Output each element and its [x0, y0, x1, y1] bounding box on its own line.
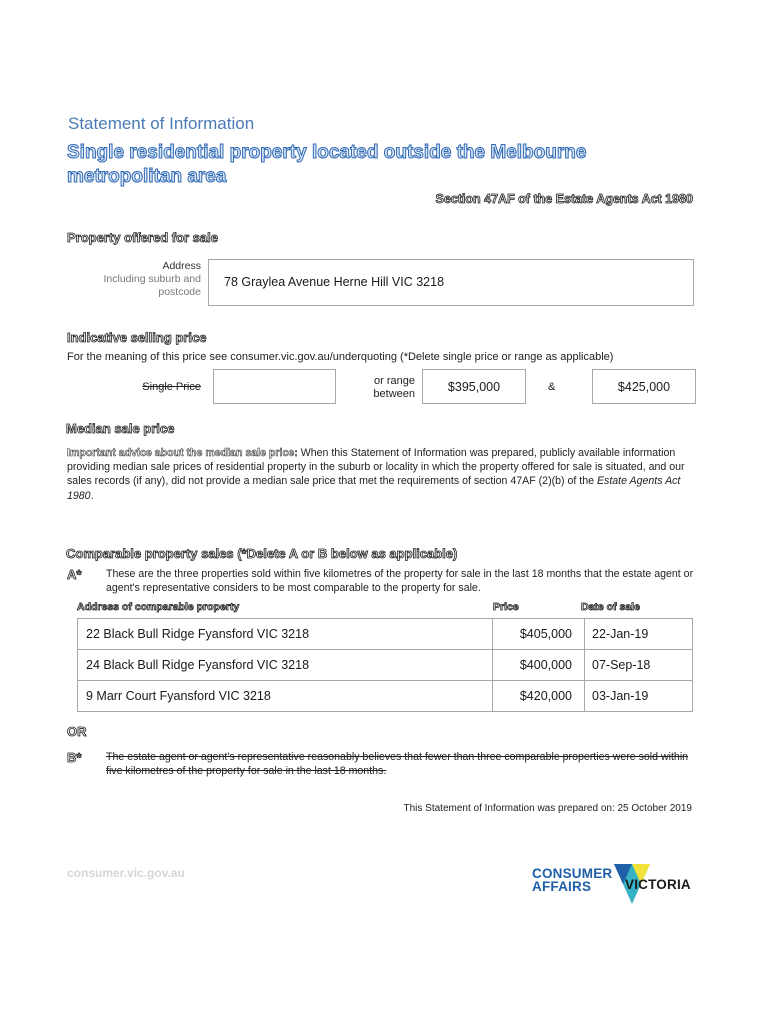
single-price-label: Single Price	[142, 381, 201, 393]
column-header-address: Address of comparable property	[77, 601, 240, 613]
comparable-date-cell[interactable]: 03-Jan-19	[585, 681, 693, 712]
median-advice-end: .	[90, 489, 94, 502]
price-heading: Indicative selling price	[67, 330, 207, 345]
table-row	[78, 650, 693, 681]
range-separator: &	[548, 381, 556, 393]
option-a-text: These are the three properties sold within five kilometres of the property for sale in the last 18 months that the estate agent or agent's representative considers to be most comparable to the property for sale.	[106, 568, 694, 594]
logo-line-1: CONSUMER	[532, 866, 613, 881]
comparable-address-cell[interactable]: 9 Marr Court Fyansford VIC 3218	[78, 681, 493, 712]
address-label: Address	[162, 260, 201, 272]
comparable-price-cell[interactable]: $420,000	[493, 681, 585, 712]
median-advice-body: When this Statement of Information was prepared, publicly available information providing median sale prices of residential property in the suburb or locality in which the property offered for sale is situated, and our sales records (if any), did not provide a median sale price that met the requirements of section 47AF (2)(b) of the	[67, 447, 685, 488]
median-advice-paragraph	[67, 446, 692, 503]
property-heading: Property offered for sale	[67, 230, 218, 245]
comparable-price-cell[interactable]: $400,000	[493, 650, 585, 681]
table-row	[78, 681, 693, 712]
comparable-address-cell[interactable]: 22 Black Bull Ridge Fyansford VIC 3218	[78, 619, 493, 650]
comparable-date-cell[interactable]: 07-Sep-18	[585, 650, 693, 681]
comparable-sales-table	[77, 618, 693, 712]
column-header-date: Date of sale	[581, 601, 640, 613]
range-high-value: $425,000	[617, 380, 671, 394]
range-low-value: $395,000	[447, 380, 501, 394]
range-label-2: between	[373, 388, 415, 400]
logo-line-3: VICTORIA	[625, 877, 691, 892]
comparable-heading: Comparable property sales (*Delete A or B below as applicable)	[66, 546, 458, 561]
footer-website: consumer.vic.gov.au	[67, 866, 185, 880]
consumer-affairs-victoria-logo	[528, 860, 698, 912]
option-b-marker: B*	[67, 750, 82, 765]
median-act-name: Estate Agents Act 1980	[67, 475, 681, 502]
option-a-marker: A*	[67, 567, 82, 582]
single-price-field[interactable]	[213, 369, 336, 404]
range-label-group	[345, 375, 415, 401]
act-reference: Section 47AF of the Estate Agents Act 1980	[435, 192, 693, 206]
logo-line-2: AFFAIRS	[532, 879, 592, 894]
comparable-price-cell[interactable]: $405,000	[493, 619, 585, 650]
median-heading: Median sale price	[66, 421, 175, 436]
range-label-1: or range	[374, 375, 415, 387]
column-header-price: Price	[493, 601, 519, 613]
table-row	[78, 619, 693, 650]
address-label-group	[90, 260, 201, 299]
address-value: 78 Graylea Avenue Herne Hill VIC 3218	[224, 275, 445, 289]
prepared-on-statement: This Statement of Information was prepared on: 25 October 2019	[403, 803, 692, 814]
address-sublabel-2: postcode	[158, 286, 201, 298]
document-title: Single residential property located outside the Melbourne metropolitan area	[67, 142, 587, 187]
median-advice-lead: Important advice about the median sale price:	[67, 447, 298, 459]
comparable-date-cell[interactable]: 22-Jan-19	[585, 619, 693, 650]
document-kicker: Statement of Information	[68, 114, 255, 133]
or-label: OR	[67, 724, 87, 739]
option-b-text: The estate agent or agent's representative reasonably believes that fewer than three comparable properties were sold within five kilometres of the property for sale in the last 18 months.	[106, 751, 689, 777]
comparable-address-cell[interactable]: 24 Black Bull Ridge Fyansford VIC 3218	[78, 650, 493, 681]
address-sublabel-1: Including suburb and	[103, 273, 201, 285]
price-meaning-note: For the meaning of this price see consumer.vic.gov.au/underquoting (*Delete single price or range as applicable)	[67, 351, 614, 363]
